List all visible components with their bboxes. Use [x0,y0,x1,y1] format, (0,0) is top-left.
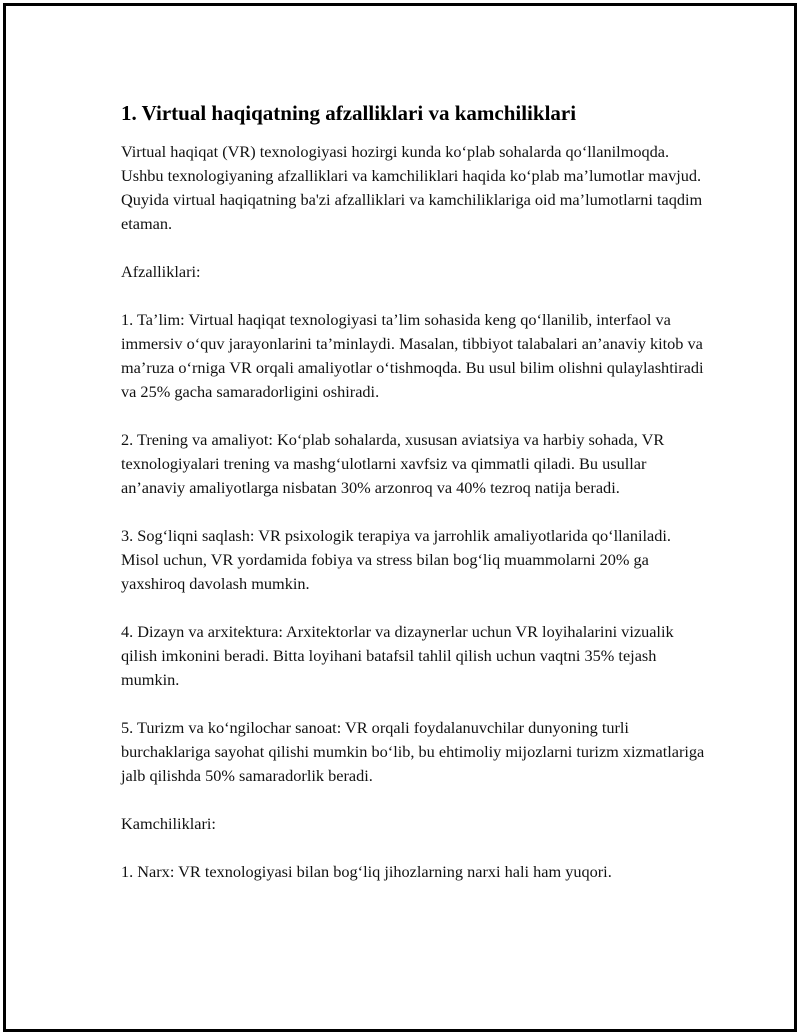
disadvantages-heading: Kamchiliklari: [121,814,216,833]
advantage-item-education: 1. Taʼlim: Virtual haqiqat texnologiyasi taʼlim sohasida keng qoʻllanilib, interfaol va immersiv oʻquv jarayonlarini taʼminlaydi. Masalan, tibbiyot talabalari anʼanaviy kitob va maʼruza oʻrniga VR orqali amaliyotlar oʻtishmoqda. Bu usul bilim olishni qulaylashtiradi va 25% gacha samaradorligini oshiradi. [121,310,704,401]
intro-paragraph: Virtual haqiqat (VR) texnologiyasi hozirgi kunda koʻplab sohalarda qoʻllanilmoqda. Ushbu texnologiyaning afzalliklari va kamchiliklari haqida koʻplab maʼlumotlar mavjud. Quyida virtual haqiqatning ba'zi afzalliklari va kamchiliklariga oid maʼlumotlarni taqdim etaman. [121,142,703,233]
disadvantage-item-price: 1. Narx: VR texnologiyasi bilan bogʻliq jihozlarning narxi hali ham yuqori. [121,862,612,881]
advantage-item-tourism: 5. Turizm va koʻngilochar sanoat: VR orqali foydalanuvchilar dunyoning turli burchaklariga sayohat qilishi mumkin boʻlib, bu ehtimoliy mijozlarni turizm xizmatlariga jalb qilishda 50% samaradorlik beradi. [121,718,705,785]
advantage-item-training: 2. Trening va amaliyot: Koʻplab sohalarda, xususan aviatsiya va harbiy sohada, VR texnologiyalari trening va mashgʻulotlarni xavfsiz va qimmatli qiladi. Bu usullar anʼanaviy amaliyotlarga nisbatan 30% arzonroq va 40% tezroq natija beradi. [121,430,665,497]
advantages-heading: Afzalliklari: [121,262,201,281]
page-frame [3,3,797,1032]
document-title: 1. Virtual haqiqatning afzalliklari va kamchiliklari [121,101,577,125]
document-body [121,100,711,884]
advantage-item-design: 4. Dizayn va arxitektura: Arxitektorlar va dizaynerlar uchun VR loyihalarini vizualik qilish imkonini beradi. Bitta loyihani batafsil tahlil qilish uchun vaqtni 35% tejash mumkin. [121,622,674,689]
advantage-item-healthcare: 3. Sogʻliqni saqlash: VR psixologik terapiya va jarrohlik amaliyotlarida qoʻllaniladi. Misol uchun, VR yordamida fobiya va stress bilan bogʻliq muammolarni 20% ga yaxshiroq davolash mumkin. [121,526,671,593]
